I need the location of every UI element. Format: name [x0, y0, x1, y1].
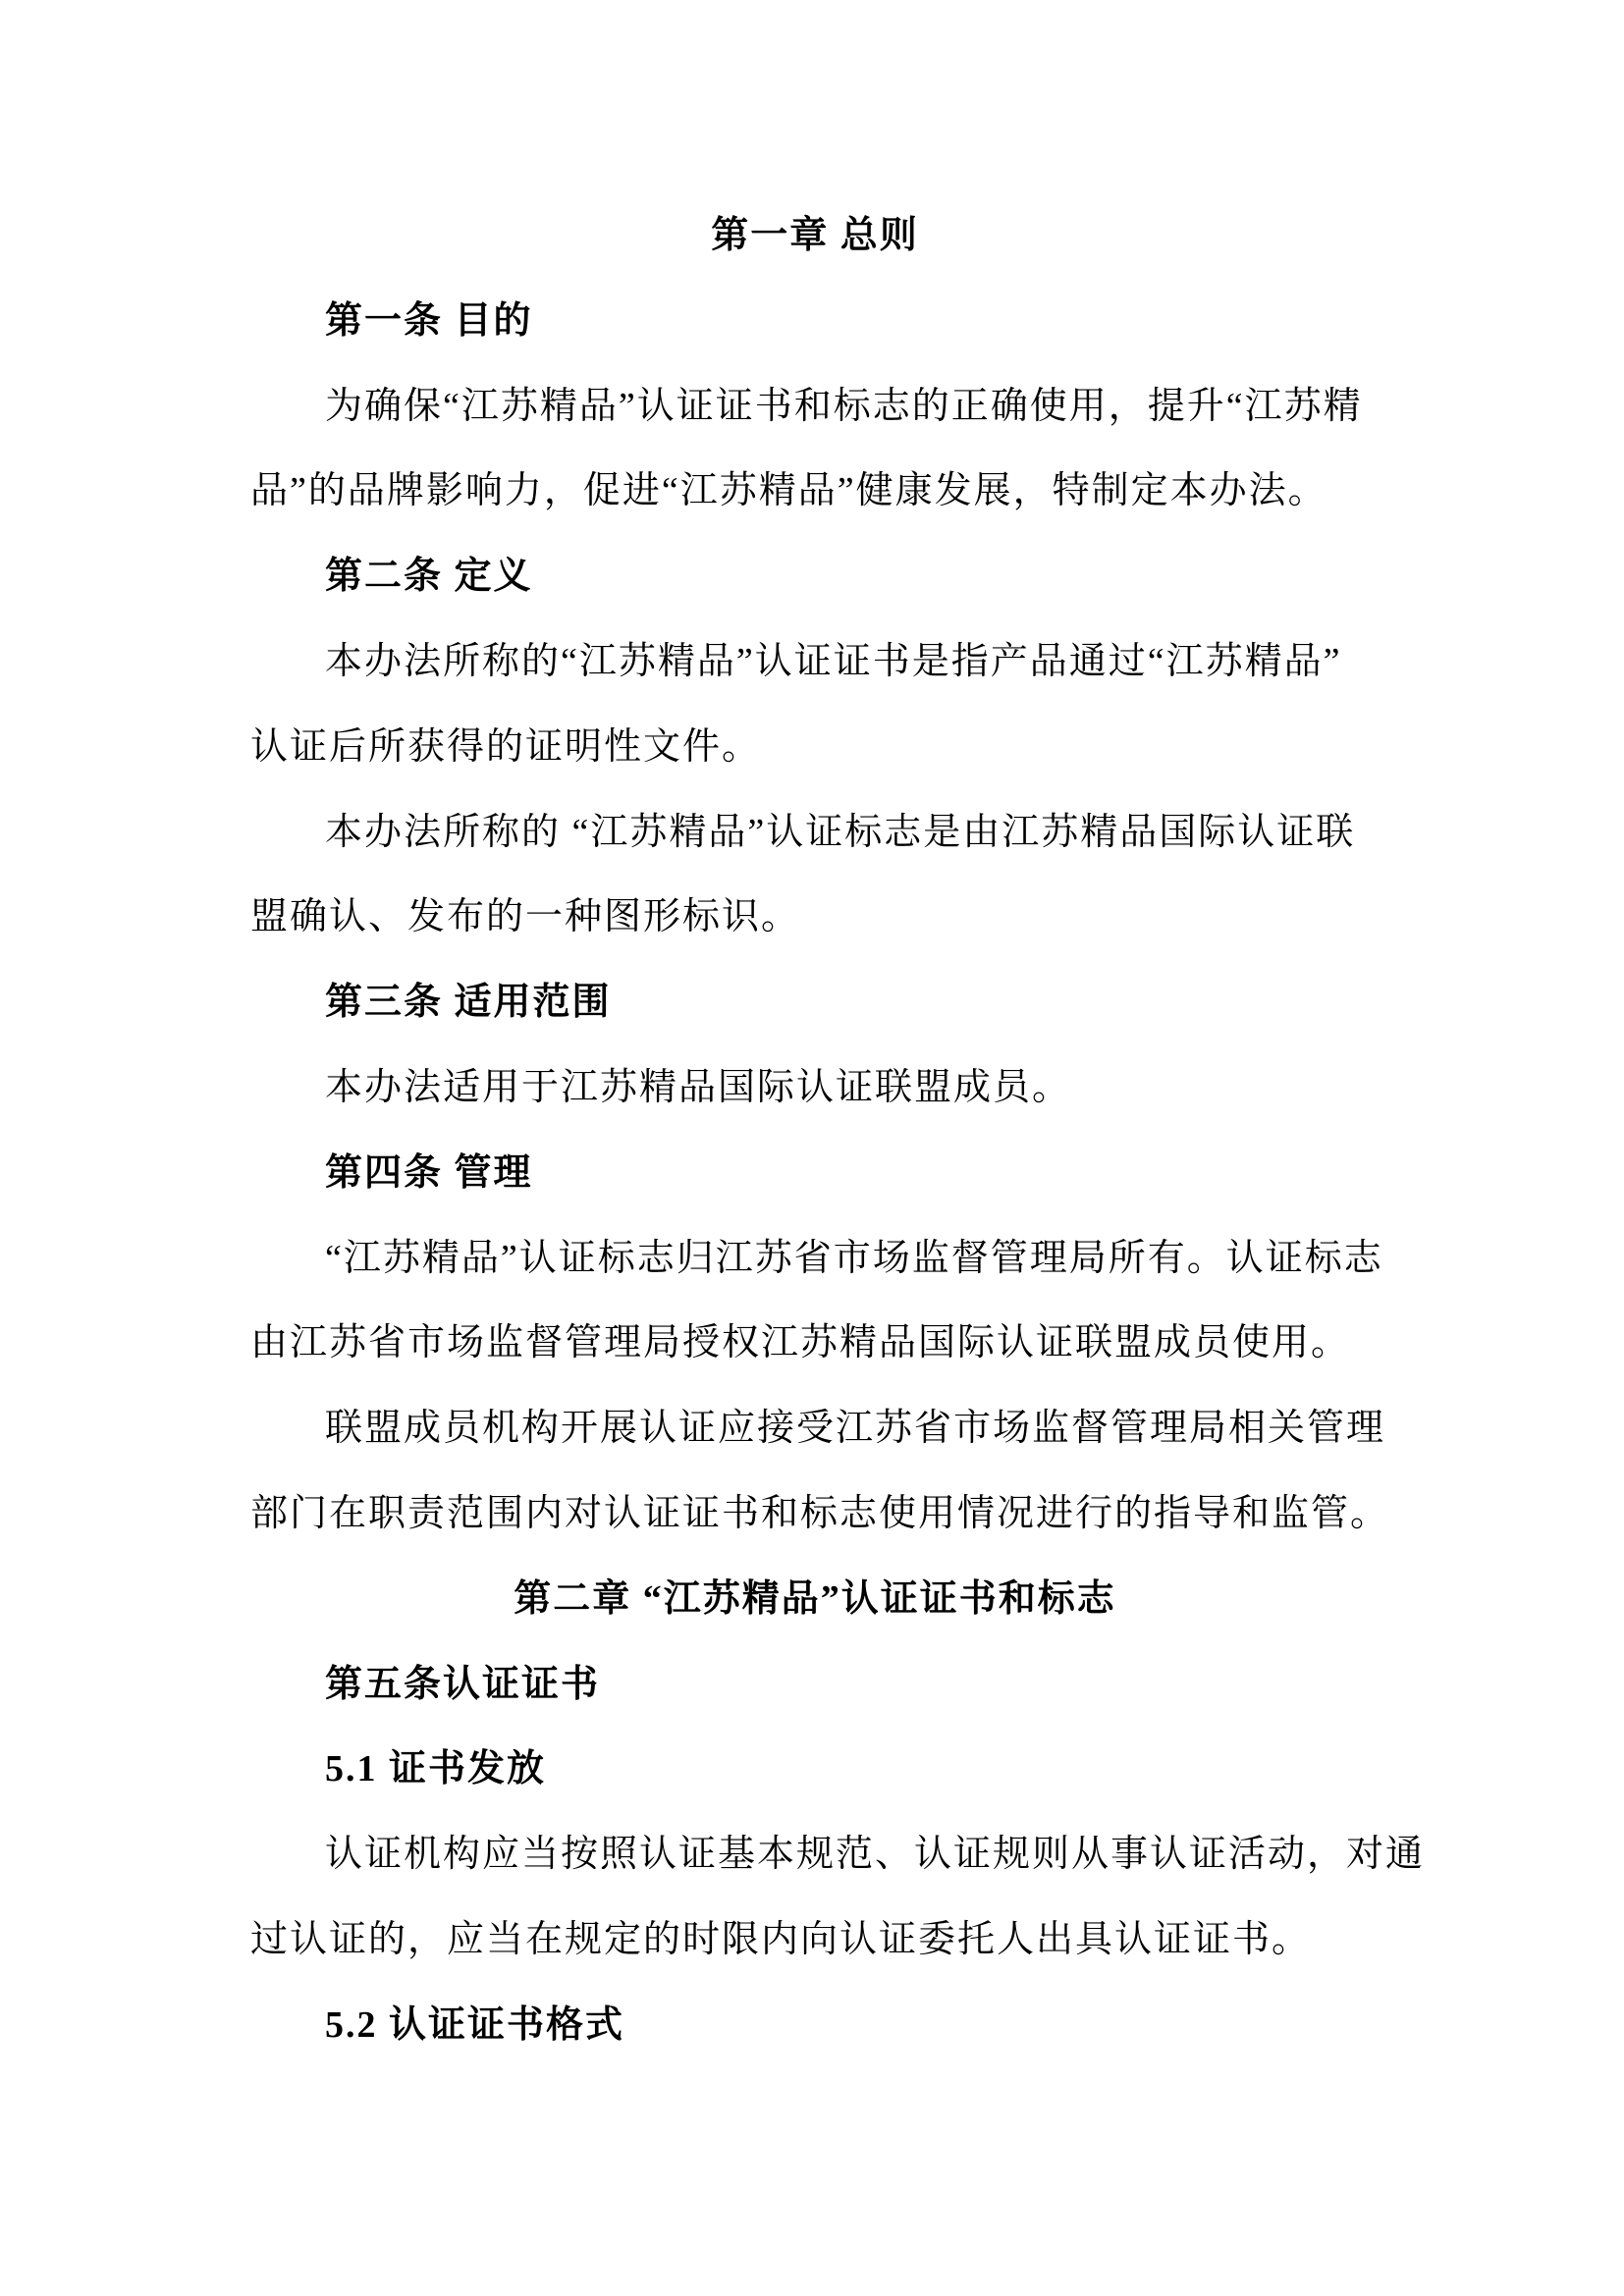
paragraph-line: 品”的品牌影响力，促进“江苏精品”健康发展，特制定本办法。	[250, 470, 1327, 512]
paragraph-first-line: 本办法所称的“江苏精品”认证证书是指产品通过“江苏精品”	[325, 640, 1342, 682]
paragraph-line: 认证后所获得的证明性文件。	[250, 725, 762, 768]
paragraph-first-line: 本办法所称的 “江苏精品”认证标志是由江苏精品国际认证联	[325, 811, 1356, 853]
paragraph-line: 过认证的，应当在规定的时限内向认证委托人出具认证证书。	[250, 1918, 1312, 1960]
section-5-1-heading: 5.1 证书发放	[325, 1748, 547, 1790]
article-3-heading: 第三条 适用范围	[325, 982, 612, 1024]
section-5-2-heading: 5.2 认证证书格式	[325, 2003, 625, 2046]
paragraph-line: 盟确认、发布的一种图形标识。	[250, 896, 801, 938]
paragraph-first-line: 认证机构应当按照认证基本规范、认证规则从事认证活动，对通	[325, 1834, 1426, 1876]
paragraph-first-line: 本办法适用于江苏精品国际认证联盟成员。	[325, 1066, 1072, 1108]
chapter-1-heading: 第一章 总则	[711, 215, 919, 256]
paragraph-line: 部门在职责范围内对认证证书和标志使用情况进行的指导和监管。	[250, 1492, 1390, 1534]
article-2-heading: 第二条 定义	[325, 556, 533, 598]
chapter-2-heading: 第二章 “江苏精品”认证证书和标志	[514, 1577, 1116, 1620]
article-4-heading: 第四条 管理	[325, 1151, 533, 1194]
paragraph-line: 由江苏省市场监督管理局授权江苏精品国际认证联盟成员使用。	[250, 1322, 1351, 1364]
article-5-heading: 第五条认证证书	[325, 1663, 601, 1705]
paragraph-first-line: 联盟成员机构开展认证应接受江苏省市场监督管理局相关管理	[325, 1408, 1386, 1450]
paragraph-first-line: 为确保“江苏精品”认证证书和标志的正确使用，提升“江苏精	[325, 385, 1363, 427]
paragraph-first-line: “江苏精品”认证标志归江苏省市场监督管理局所有。认证标志	[325, 1237, 1383, 1279]
article-1-heading: 第一条 目的	[325, 299, 533, 342]
document-page	[250, 193, 1426, 2068]
